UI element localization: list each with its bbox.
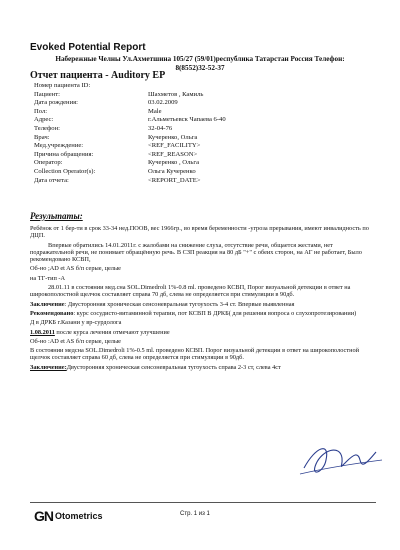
patient-fields bbox=[34, 82, 364, 185]
footer-divider bbox=[30, 502, 376, 503]
field-label: Врач: bbox=[34, 133, 50, 141]
field-report-date bbox=[34, 177, 364, 186]
results-paragraph: В состоянии медсна SOL.Dimedroli 1%-0.5 ml. проведено КСВП. Порог визуальной детекции в ответ на широкополостной щелчок составляет справа 60 дб, слева не определяется при стимуляции в 90дб. bbox=[30, 347, 359, 362]
report-header bbox=[30, 42, 370, 73]
follow-up-date: 1.08.2011 bbox=[30, 328, 55, 336]
logo-name: Otometrics bbox=[55, 511, 103, 521]
field-label: Дата отчета: bbox=[34, 176, 69, 184]
field-value: 03.02.2009 bbox=[148, 99, 178, 107]
field-patient-name bbox=[34, 91, 364, 100]
field-address bbox=[34, 116, 364, 125]
clinic-address-line-1: Набережные Челны Ул.Ахметшина 105/27 (59/01)республика Татарстан Россия Телефон: bbox=[55, 55, 345, 63]
field-label: Пациент: bbox=[34, 90, 60, 98]
conclusion-text: : Двусторонняя хроническая сенсоневральная тугоухость 3-4 ст. Впервые выявленная bbox=[64, 300, 295, 308]
recommendation-text: : курс сосудисто-витаминной терапии, пот КСВП В ДРКБ( для решения вопроса о слухопротезировании) bbox=[73, 309, 357, 317]
field-label: Телефон: bbox=[34, 124, 60, 132]
field-value: 32-04-76 bbox=[148, 124, 173, 132]
field-label: Оператор: bbox=[34, 159, 63, 167]
field-label: Пол: bbox=[34, 107, 48, 115]
report-title: Отчет пациента - Auditory EP bbox=[30, 70, 166, 81]
field-label: Collection Operator(s): bbox=[34, 167, 96, 175]
follow-up bbox=[30, 329, 374, 336]
field-value: <REF_REASON> bbox=[148, 150, 198, 158]
recommendation bbox=[30, 310, 374, 317]
follow-up-text: после курса лечения отмечают улучшение bbox=[54, 328, 170, 336]
clinic-address-line-2: 8(8552)32-52-37 bbox=[175, 64, 225, 72]
field-doctor bbox=[34, 134, 364, 143]
results-paragraph: Д в ДРКБ г.Казани у вр-сурдолога bbox=[30, 319, 122, 327]
field-value: Шахмeтов , Камиль bbox=[148, 90, 204, 98]
field-operator bbox=[34, 159, 364, 168]
field-reason bbox=[34, 151, 364, 160]
results-heading: Результаты: bbox=[30, 211, 83, 221]
recommendation-label: Рекомендовано bbox=[30, 309, 74, 317]
field-value: Кучеренко, Ольга bbox=[148, 133, 198, 141]
conclusion-label: Заключение: bbox=[30, 363, 67, 371]
field-label: Адрес: bbox=[34, 116, 54, 124]
field-facility bbox=[34, 142, 364, 151]
field-value: <REF_FACILITY> bbox=[148, 142, 201, 150]
document-title: Evoked Potential Report bbox=[30, 42, 146, 53]
logo-gn: GN bbox=[34, 508, 53, 524]
field-value: Ольга Кучеренко bbox=[148, 167, 196, 175]
field-sex bbox=[34, 108, 364, 117]
conclusion-2 bbox=[30, 364, 374, 371]
field-label: Мед.учреждение: bbox=[34, 142, 84, 150]
results-paragraph: Об-но :AD et AS б/п серые, целые bbox=[30, 337, 121, 345]
field-label: Номер пациента ID: bbox=[34, 82, 91, 89]
otometrics-logo bbox=[34, 508, 103, 524]
page-number: Стр. 1 из 1 bbox=[180, 511, 210, 517]
results-paragraph: Об-но ;AD et AS б/п серые, целые bbox=[30, 265, 121, 273]
field-patient-id bbox=[34, 82, 364, 91]
field-value: г.Альметьевск Чапаева 6-40 bbox=[148, 116, 226, 124]
conclusion-1 bbox=[30, 301, 374, 308]
conclusion-label: Заключение bbox=[30, 300, 65, 308]
results-body bbox=[30, 225, 374, 373]
results-paragraph: Впервые обратились 14.01.2011г. с жалобами на снижение слуха, отсутствие речи, общается жестами, нет подражательной речи, не понимает обращённую речь. В СЗП реакция на 80 дБ "+" с обеих сторон, на АГ не работает, Было рекомендовано КСВП, bbox=[30, 241, 362, 264]
field-value: <REPORT_DATE> bbox=[148, 176, 201, 184]
results-paragraph: Ребёнок от 1 бер-ти в срок 33-34 нед.ПООВ, вес 1966гр., во время беременности -угроза прерывания, имеют инвалидность по ДЦП. bbox=[30, 225, 369, 240]
results-paragraph: на ТГ-тип -А bbox=[30, 274, 66, 282]
conclusion-text: Двусторонняя хроническая сенсоневральная тугоухость справа 2-3 ст, слева 4ст bbox=[66, 363, 281, 371]
field-value: Кучеренко , Ольга bbox=[148, 159, 199, 167]
field-birth-date bbox=[34, 99, 364, 108]
field-value: Male bbox=[148, 107, 162, 115]
field-collection-operator bbox=[34, 168, 364, 177]
handwritten-signature bbox=[296, 438, 386, 482]
field-label: Причина обращения: bbox=[34, 150, 94, 158]
field-label: Дата рождения: bbox=[34, 99, 78, 107]
field-phone bbox=[34, 125, 364, 134]
field-value bbox=[148, 82, 364, 91]
results-paragraph: 28.01.11 в состоянии мед.сна SOL.Dimedroli 1%-0.8 ml. проведено КСВП, Порог визуальной детекции в ответ на широкополостной щелчок составляет справа 70 дб, слева не определяется при стимуляции в 90дб. bbox=[30, 284, 351, 299]
